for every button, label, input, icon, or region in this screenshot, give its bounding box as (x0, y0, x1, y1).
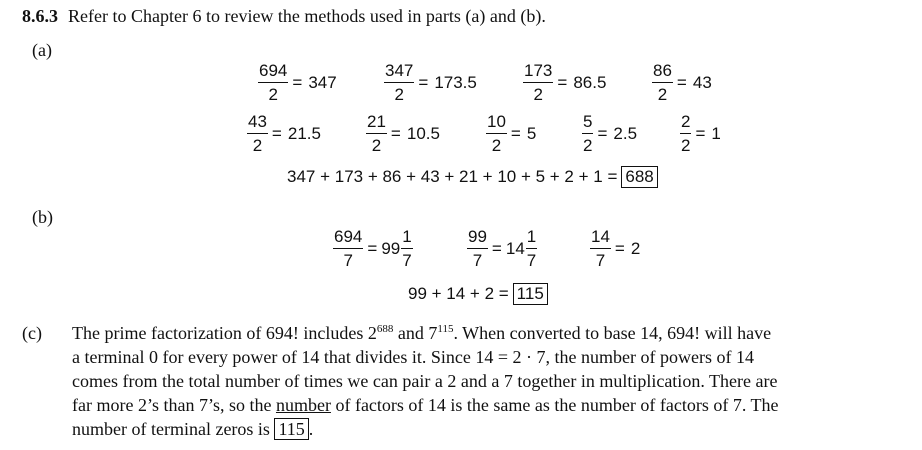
result: 2 (630, 238, 641, 258)
denominator: 2 (394, 85, 404, 104)
paragraph-line (22, 321, 912, 345)
paragraph-line: a terminal 0 for every power of 14 that divides it. Since 14 = 2 · 7, the number of powers of 14 (72, 347, 754, 367)
sum-expression: 347 + 173 + 86 + 43 + 21 + 10 + 5 + 2 + 1 = (287, 167, 618, 186)
denominator: 7 (343, 251, 353, 270)
denominator: 2 (268, 85, 278, 104)
equation: $\frac{5}{2}$ = 2.5 (583, 112, 638, 155)
result: 173.5 (434, 72, 477, 92)
numerator: 173 (523, 62, 553, 83)
result: 10.5 (406, 123, 440, 143)
boxed-answer: 115 (274, 418, 308, 440)
exponent: 688 (376, 323, 394, 335)
fraction (523, 62, 553, 103)
numerator: 43 (247, 113, 268, 134)
numerator: 21 (366, 113, 387, 134)
exponent: 115 (437, 323, 454, 335)
fraction (652, 62, 673, 103)
numerator: 86 (652, 62, 673, 83)
denominator: 2 (533, 85, 543, 104)
text: far more 2’s than 7’s, so the (72, 395, 276, 415)
problem-number: 8.6.3 (22, 6, 58, 26)
text: number of terminal zeros is (72, 419, 270, 439)
fraction (366, 113, 387, 154)
fraction (247, 113, 268, 154)
numerator: 14 (590, 228, 611, 249)
denominator: 7 (472, 251, 483, 270)
equation: $\frac{14}{7}$ = 2 (591, 227, 641, 270)
sum-equation (287, 166, 658, 188)
denominator: 2 (491, 136, 502, 155)
result: 347 (308, 72, 337, 92)
fraction (333, 228, 363, 269)
fraction (467, 228, 488, 269)
fraction (384, 62, 414, 103)
denominator: 2 (657, 85, 668, 104)
text: The prime factorization of 694! includes 2 (72, 323, 377, 343)
equation: $\frac{10}{2}$ = 5 (487, 112, 537, 155)
numerator: 1 (401, 228, 412, 249)
result: 86.5 (573, 72, 607, 92)
result: 1 (711, 123, 721, 143)
part-c-paragraph (22, 321, 912, 441)
boxed-answer: 115 (513, 283, 548, 305)
numerator: 1 (526, 228, 537, 249)
denominator: 7 (595, 251, 606, 270)
fraction (401, 228, 412, 269)
denominator: 2 (583, 136, 593, 155)
numerator: 5 (582, 113, 593, 134)
fraction (526, 228, 537, 269)
numerator: 694 (258, 62, 288, 83)
denominator: 2 (252, 136, 263, 155)
numerator: 694 (333, 228, 363, 249)
mixed-number (381, 228, 412, 269)
text: of factors of 14 is the same as the number of factors of 7. The (330, 395, 779, 415)
numerator: 2 (680, 113, 691, 134)
whole-part: 14 (505, 238, 525, 258)
underlined-text: number (275, 395, 331, 415)
denominator: 2 (371, 136, 382, 155)
numerator: 10 (486, 113, 507, 134)
text: . (308, 419, 314, 439)
equation: $\frac{43}{2}$ = 21.5 (248, 112, 321, 155)
result: 5 (526, 123, 537, 143)
result: 43 (692, 72, 712, 92)
equation: $\frac{99}{7}$ = 14 $\frac{1}{7}$ (468, 227, 537, 270)
whole-part: 99 (381, 238, 401, 258)
equation: $\frac{694}{2}$ = 347 (259, 61, 337, 104)
part-c-label: (c) (22, 323, 42, 343)
fraction (582, 113, 593, 154)
fraction (680, 113, 691, 154)
fraction (590, 228, 611, 269)
boxed-answer: 688 (621, 166, 657, 188)
numerator: 347 (384, 62, 414, 83)
problem-statement: Refer to Chapter 6 to review the methods used in parts (a) and (b). (68, 6, 546, 26)
equation: $\frac{347}{2}$ = 173.5 (385, 61, 477, 104)
denominator: 7 (526, 251, 537, 270)
denominator: 2 (681, 136, 691, 155)
text: . When converted to base 14, 694! will have (453, 323, 772, 343)
paragraph-line (22, 393, 912, 417)
denominator: 7 (402, 251, 412, 270)
equation: $\frac{173}{2}$ = 86.5 (524, 61, 607, 104)
equation: $\frac{2}{2}$ = 1 (681, 112, 721, 155)
mixed-number (506, 228, 537, 269)
text: and 7 (393, 323, 438, 343)
part-b-label: (b) (32, 207, 53, 227)
equation: $\frac{86}{2}$ = 43 (653, 61, 712, 104)
result: 21.5 (287, 123, 321, 143)
sum-equation (408, 283, 548, 305)
result: 2.5 (613, 123, 638, 143)
equation: $\frac{21}{2}$ = 10.5 (367, 112, 440, 155)
part-a-label: (a) (32, 40, 52, 60)
paragraph-line (22, 417, 912, 441)
fraction (258, 62, 288, 103)
problem-header (22, 6, 546, 27)
sum-expression: 99 + 14 + 2 = (408, 284, 509, 303)
fraction (486, 113, 507, 154)
paragraph-line: comes from the total number of times we can pair a 2 and a 7 together in multiplication. There are (72, 371, 778, 391)
numerator: 99 (467, 228, 488, 249)
equation: $\frac{694}{7}$ = 99 $\frac{1}{7}$ (334, 227, 412, 270)
